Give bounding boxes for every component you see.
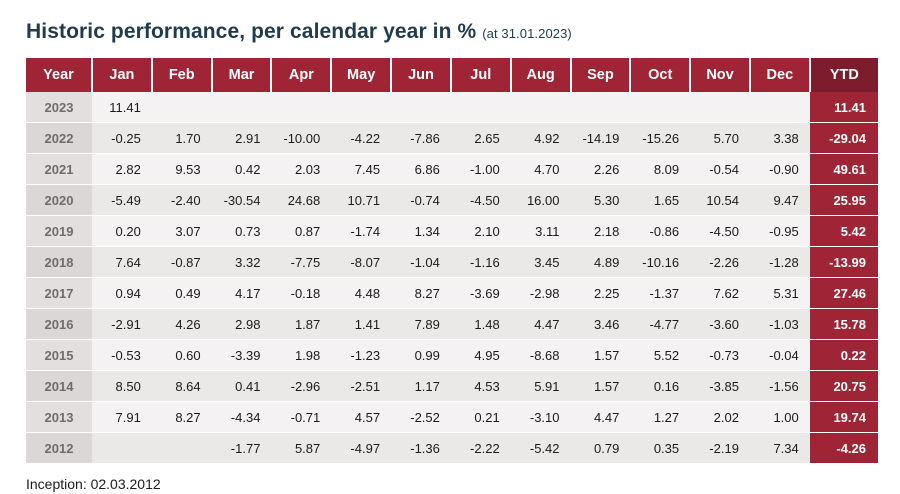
cell-dec	[750, 92, 810, 123]
cell-nov: -0.54	[690, 154, 750, 185]
table-row	[26, 278, 878, 309]
cell-nov: -2.19	[690, 433, 750, 464]
cell-dec: -1.03	[750, 309, 810, 340]
cell-ytd: 19.74	[810, 402, 878, 433]
cell-jan: -5.49	[92, 185, 152, 216]
cell-aug: 5.91	[511, 371, 571, 402]
cell-aug	[511, 92, 571, 123]
cell-mar: 2.98	[212, 309, 272, 340]
table-row	[26, 433, 878, 464]
cell-oct: 1.65	[630, 185, 690, 216]
column-header-mar: Mar	[212, 58, 272, 92]
cell-nov: 5.70	[690, 123, 750, 154]
cell-jan: 8.50	[92, 371, 152, 402]
cell-may: -2.51	[331, 371, 391, 402]
row-year: 2014	[26, 371, 92, 402]
column-header-nov: Nov	[690, 58, 750, 92]
cell-apr: -0.18	[271, 278, 331, 309]
cell-jun: -0.74	[391, 185, 451, 216]
cell-feb: 3.07	[152, 216, 212, 247]
cell-jun: -1.04	[391, 247, 451, 278]
cell-jul: 4.95	[451, 340, 511, 371]
cell-ytd: 15.78	[810, 309, 878, 340]
cell-jun: 6.86	[391, 154, 451, 185]
cell-sep: -14.19	[571, 123, 631, 154]
cell-apr: 1.98	[271, 340, 331, 371]
cell-feb: 1.70	[152, 123, 212, 154]
cell-ytd: 27.46	[810, 278, 878, 309]
cell-apr: -0.71	[271, 402, 331, 433]
column-header-jun: Jun	[391, 58, 451, 92]
column-header-feb: Feb	[152, 58, 212, 92]
cell-feb: 0.49	[152, 278, 212, 309]
cell-ytd: 11.41	[810, 92, 878, 123]
cell-feb: 8.27	[152, 402, 212, 433]
cell-ytd: 25.95	[810, 185, 878, 216]
cell-mar: 2.91	[212, 123, 272, 154]
cell-oct: -0.86	[630, 216, 690, 247]
cell-aug: 4.47	[511, 309, 571, 340]
cell-ytd: -4.26	[810, 433, 878, 464]
page-title	[26, 20, 878, 44]
column-header-aug: Aug	[511, 58, 571, 92]
cell-dec: -0.95	[750, 216, 810, 247]
row-year: 2023	[26, 92, 92, 123]
cell-dec: -0.90	[750, 154, 810, 185]
cell-apr: -10.00	[271, 123, 331, 154]
cell-nov: -0.73	[690, 340, 750, 371]
cell-nov: -3.85	[690, 371, 750, 402]
cell-jan: -0.25	[92, 123, 152, 154]
cell-nov: 2.02	[690, 402, 750, 433]
cell-dec: -0.04	[750, 340, 810, 371]
cell-apr: -7.75	[271, 247, 331, 278]
table-body	[26, 92, 878, 464]
cell-oct: 5.52	[630, 340, 690, 371]
cell-mar: 3.32	[212, 247, 272, 278]
cell-feb: -0.87	[152, 247, 212, 278]
column-header-may: May	[331, 58, 391, 92]
column-header-jan: Jan	[92, 58, 152, 92]
cell-may	[331, 92, 391, 123]
cell-sep: 2.18	[571, 216, 631, 247]
cell-mar	[212, 92, 272, 123]
cell-jan: -0.53	[92, 340, 152, 371]
table-header-row	[26, 58, 878, 92]
cell-jan	[92, 433, 152, 464]
cell-apr: 0.87	[271, 216, 331, 247]
cell-ytd: 20.75	[810, 371, 878, 402]
cell-jul: 4.53	[451, 371, 511, 402]
column-header-apr: Apr	[271, 58, 331, 92]
cell-mar: 0.41	[212, 371, 272, 402]
cell-jun: 1.34	[391, 216, 451, 247]
cell-feb	[152, 433, 212, 464]
cell-jun: 8.27	[391, 278, 451, 309]
cell-oct: 1.27	[630, 402, 690, 433]
cell-mar: -4.34	[212, 402, 272, 433]
cell-jul: -3.69	[451, 278, 511, 309]
cell-jul	[451, 92, 511, 123]
cell-nov: 10.54	[690, 185, 750, 216]
cell-feb: 9.53	[152, 154, 212, 185]
cell-mar: 4.17	[212, 278, 272, 309]
cell-aug: 4.70	[511, 154, 571, 185]
cell-ytd: -13.99	[810, 247, 878, 278]
cell-aug: 3.45	[511, 247, 571, 278]
column-header-ytd: YTD	[810, 58, 878, 92]
cell-oct	[630, 92, 690, 123]
cell-may: 4.57	[331, 402, 391, 433]
cell-dec: 7.34	[750, 433, 810, 464]
cell-jul: 2.10	[451, 216, 511, 247]
cell-sep: 2.26	[571, 154, 631, 185]
cell-nov: -2.26	[690, 247, 750, 278]
cell-jun: -2.52	[391, 402, 451, 433]
row-year: 2016	[26, 309, 92, 340]
page-title-text: Historic performance, per calendar year in %	[26, 20, 477, 43]
cell-jan: 2.82	[92, 154, 152, 185]
cell-may: 4.48	[331, 278, 391, 309]
cell-jan: 0.20	[92, 216, 152, 247]
cell-may: -1.74	[331, 216, 391, 247]
cell-jan: 0.94	[92, 278, 152, 309]
table-row	[26, 402, 878, 433]
cell-may: -4.97	[331, 433, 391, 464]
cell-ytd: 5.42	[810, 216, 878, 247]
cell-ytd: -29.04	[810, 123, 878, 154]
cell-dec: 5.31	[750, 278, 810, 309]
cell-sep: 1.57	[571, 371, 631, 402]
column-header-oct: Oct	[630, 58, 690, 92]
cell-feb: 8.64	[152, 371, 212, 402]
cell-jun: -7.86	[391, 123, 451, 154]
cell-jun: 0.99	[391, 340, 451, 371]
table-row	[26, 340, 878, 371]
cell-mar: 0.73	[212, 216, 272, 247]
cell-jan: 7.64	[92, 247, 152, 278]
cell-feb: 0.60	[152, 340, 212, 371]
cell-aug: -2.98	[511, 278, 571, 309]
cell-apr: -2.96	[271, 371, 331, 402]
cell-sep: 2.25	[571, 278, 631, 309]
cell-jul: -1.16	[451, 247, 511, 278]
cell-ytd: 49.61	[810, 154, 878, 185]
cell-jul: 1.48	[451, 309, 511, 340]
as-of-date: (at 31.01.2023)	[482, 26, 572, 41]
cell-jan: -2.91	[92, 309, 152, 340]
cell-jul: -1.00	[451, 154, 511, 185]
cell-sep: 0.79	[571, 433, 631, 464]
table-row	[26, 216, 878, 247]
historic-performance-table	[26, 58, 878, 464]
row-year: 2021	[26, 154, 92, 185]
cell-nov	[690, 92, 750, 123]
row-year: 2013	[26, 402, 92, 433]
row-year: 2019	[26, 216, 92, 247]
cell-feb: -2.40	[152, 185, 212, 216]
cell-apr: 24.68	[271, 185, 331, 216]
cell-oct: 0.35	[630, 433, 690, 464]
cell-apr: 1.87	[271, 309, 331, 340]
cell-feb	[152, 92, 212, 123]
cell-oct: -10.16	[630, 247, 690, 278]
cell-dec: 3.38	[750, 123, 810, 154]
cell-jun: 1.17	[391, 371, 451, 402]
table-row	[26, 123, 878, 154]
cell-oct: 8.09	[630, 154, 690, 185]
cell-sep: 1.57	[571, 340, 631, 371]
cell-dec: 9.47	[750, 185, 810, 216]
cell-ytd: 0.22	[810, 340, 878, 371]
cell-nov: -4.50	[690, 216, 750, 247]
cell-jan: 7.91	[92, 402, 152, 433]
table-row	[26, 247, 878, 278]
cell-jun	[391, 92, 451, 123]
inception-note: Inception: 02.03.2012	[26, 476, 161, 492]
column-header-year: Year	[26, 58, 92, 92]
row-year: 2020	[26, 185, 92, 216]
cell-may: 7.45	[331, 154, 391, 185]
table-row	[26, 185, 878, 216]
cell-jul: 2.65	[451, 123, 511, 154]
row-year: 2012	[26, 433, 92, 464]
cell-sep: 5.30	[571, 185, 631, 216]
table-header	[26, 58, 878, 92]
cell-nov: 7.62	[690, 278, 750, 309]
cell-mar: -3.39	[212, 340, 272, 371]
cell-aug: 4.92	[511, 123, 571, 154]
cell-jul: -2.22	[451, 433, 511, 464]
cell-aug: -8.68	[511, 340, 571, 371]
cell-aug: 16.00	[511, 185, 571, 216]
cell-may: -1.23	[331, 340, 391, 371]
cell-dec: -1.28	[750, 247, 810, 278]
cell-apr: 2.03	[271, 154, 331, 185]
cell-feb: 4.26	[152, 309, 212, 340]
cell-oct: -4.77	[630, 309, 690, 340]
cell-may: -4.22	[331, 123, 391, 154]
table-row	[26, 154, 878, 185]
cell-mar: -1.77	[212, 433, 272, 464]
table-row	[26, 92, 878, 123]
cell-aug: 3.11	[511, 216, 571, 247]
cell-jul: -4.50	[451, 185, 511, 216]
cell-oct: -15.26	[630, 123, 690, 154]
cell-apr: 5.87	[271, 433, 331, 464]
cell-may: 1.41	[331, 309, 391, 340]
cell-mar: 0.42	[212, 154, 272, 185]
cell-sep: 4.89	[571, 247, 631, 278]
cell-sep: 3.46	[571, 309, 631, 340]
cell-oct: 0.16	[630, 371, 690, 402]
row-year: 2018	[26, 247, 92, 278]
cell-sep: 4.47	[571, 402, 631, 433]
cell-dec: 1.00	[750, 402, 810, 433]
cell-nov: -3.60	[690, 309, 750, 340]
cell-apr	[271, 92, 331, 123]
cell-sep	[571, 92, 631, 123]
cell-mar: -30.54	[212, 185, 272, 216]
cell-may: 10.71	[331, 185, 391, 216]
cell-jan: 11.41	[92, 92, 152, 123]
table-row	[26, 309, 878, 340]
cell-oct: -1.37	[630, 278, 690, 309]
row-year: 2022	[26, 123, 92, 154]
table-row	[26, 371, 878, 402]
cell-may: -8.07	[331, 247, 391, 278]
cell-jun: 7.89	[391, 309, 451, 340]
row-year: 2017	[26, 278, 92, 309]
row-year: 2015	[26, 340, 92, 371]
cell-aug: -3.10	[511, 402, 571, 433]
cell-dec: -1.56	[750, 371, 810, 402]
cell-aug: -5.42	[511, 433, 571, 464]
cell-jul: 0.21	[451, 402, 511, 433]
column-header-dec: Dec	[750, 58, 810, 92]
column-header-sep: Sep	[571, 58, 631, 92]
cell-jun: -1.36	[391, 433, 451, 464]
column-header-jul: Jul	[451, 58, 511, 92]
